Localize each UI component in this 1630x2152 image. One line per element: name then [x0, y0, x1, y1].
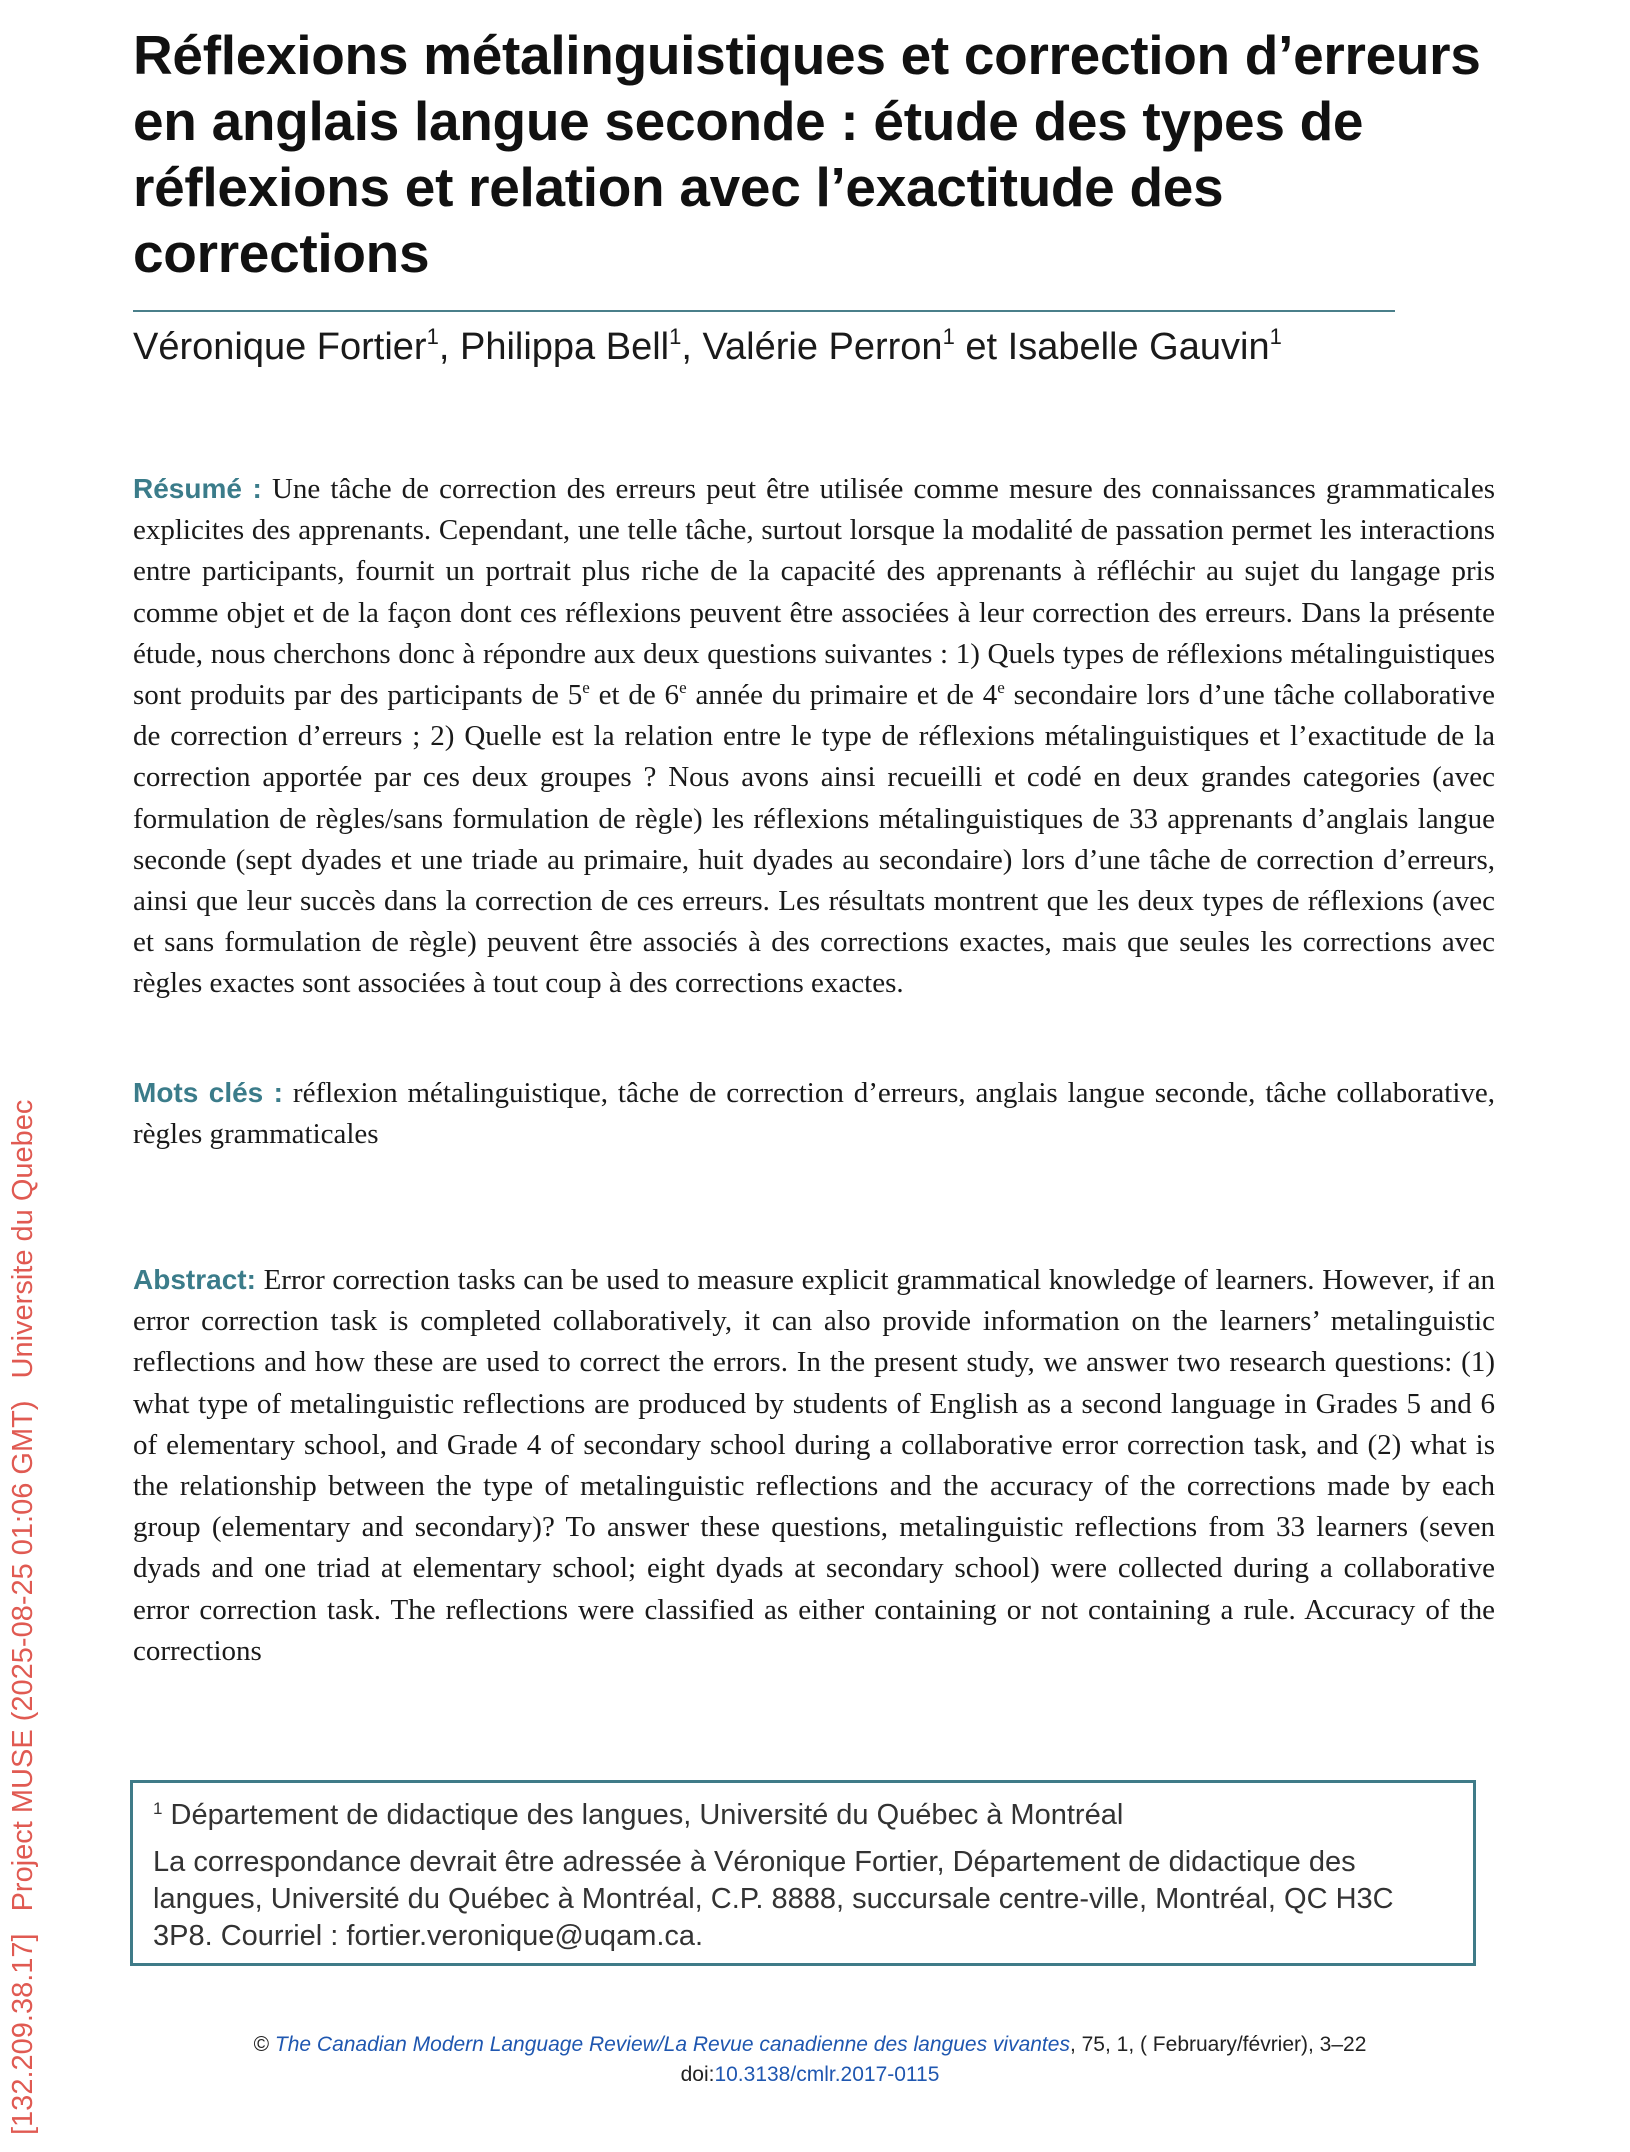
author-affiliation-mark: 1 [426, 324, 439, 349]
author-name: Valérie Perron [702, 326, 943, 368]
resume-label: Résumé : [133, 473, 262, 504]
keywords-paragraph: Mots clés : réflexion métalinguistique, tâche de correction d’erreurs, anglais langue seconde, tâche collaborative, règles grammaticales [133, 1077, 1496, 1151]
abstract-paragraph: Abstract: Error correction tasks can be used to measure explicit grammatical knowledge of learners. However, if an error correction task is completed collaboratively, it can also provide information on the learners’ metalinguistic reflections and how these are used to correct the errors. In the present study, we answer two research questions: (1) what type of metalinguistic reflections are produced by students of English as a second language in Grades 5 and 6 of elementary school, and Grade 4 of secondary school during a collaborative error correction task, and (2) what is the relationship between the type of metalinguistic reflections and the accuracy of the corrections made by each group (elementary and secondary)? To answer these questions, metalinguistic reflections from 33 learners (seven dyads and one triad at elementary school; eight dyads at secondary school) were collected during a collaborative error correction task. The reflections were classified as either containing or not containing a rule. Accuracy of the corrections [133, 1264, 1495, 1667]
article-title: Réflexions métalinguistiques et correction d’erreurs en anglais langue seconde : étude des types de réflexions et relation avec l’exactitude des corrections [133, 24, 1481, 284]
title-divider [133, 310, 1395, 312]
author-affiliation-mark: 1 [669, 324, 682, 349]
author-affiliation-mark: 1 [1269, 324, 1282, 349]
download-watermark [3, 1100, 43, 2135]
author-name: Isabelle Gauvin [1007, 326, 1270, 368]
correspondence-note: La correspondance devrait être adressée à Véronique Fortier, Département de didactique des langues, Université du Québec à Montréal, C.P. 8888, succursale centre-ville, Montréal, QC H3C 3P8. Courriel : fortier.veronique@uqam.ca. [153, 1846, 1394, 1952]
journal-link[interactable]: The Canadian Modern Language Review/La Revue canadienne des langues vivantes [274, 2033, 1070, 2056]
resume-paragraph: Résumé : Une tâche de correction des erreurs peut être utilisée comme mesure des connaissances grammaticales explicites des apprenants. Cependant, une telle tâche, surtout lorsque la modalité de passation permet les interactions entre participants, fournit un portrait plus riche de la capacité des apprenants à réfléchir au sujet du langage pris comme objet et de la façon dont ces réflexions peuvent être associées à leur correction des erreurs. Dans la présente étude, nous cherchons donc à répondre aux deux questions suivantes : 1) Quels types de réflexions métalinguistiques sont produits par des participants de 5e et de 6e année du primaire et de 4e secondaire lors d’une tâche collaborative de correction d’erreurs ; 2) Quelle est la relation entre le type de réflexions métalinguistiques et l’exactitude de la correction apportée par ces deux groupes ? Nous avons ainsi recueilli et codé en deux grandes categories (avec formulation de règles/sans formulation de règle) les réflexions métalinguistiques de 33 apprenants d’anglais langue seconde (sept dyades et une triade au primaire, huit dyades au secondaire) lors d’une tâche de correction d’erreurs, ainsi que leur succès dans la correction de ces erreurs. Les résultats montrent que les deux types de réflexions (avec et sans formulation de règle) peuvent être associés à des corrections exactes, mais que seules les corrections avec règles exactes sont associées à tout coup à des corrections exactes. [133, 473, 1495, 1000]
author-name: Philippa Bell [459, 326, 670, 368]
author-list: Véronique Fortier$^1$, Philippa Bell$^1$, Valérie Perron$^1$ et Isabelle Gauvin$^1$ [133, 324, 1282, 368]
doi-link[interactable]: 10.3138/cmlr.2017-0115 [714, 2063, 940, 2086]
watermark-ip: [132.209.38.17] [7, 1933, 39, 2135]
affiliation-footnote-box [130, 1780, 1476, 1966]
watermark-source: Project MUSE (2025-08-25 01:06 GMT) [7, 1400, 39, 1912]
abstract-label: Abstract: [133, 1264, 256, 1295]
affiliation-note: $^1$ Département de didactique des langues, Université du Québec à Montréal [153, 1799, 1124, 1831]
citation-footer: © The Canadian Modern Language Review/La Revue canadienne des langues vivantes, 75, 1, ( February/février), 3–22 doi:10.3138/cmlr.2017-0115 [253, 2033, 1367, 2086]
author-affiliation-mark: 1 [942, 324, 955, 349]
watermark-institution: Universite du Quebec [7, 1099, 39, 1379]
keywords-label: Mots clés : [133, 1077, 284, 1108]
author-name: Véronique Fortier [133, 326, 427, 368]
